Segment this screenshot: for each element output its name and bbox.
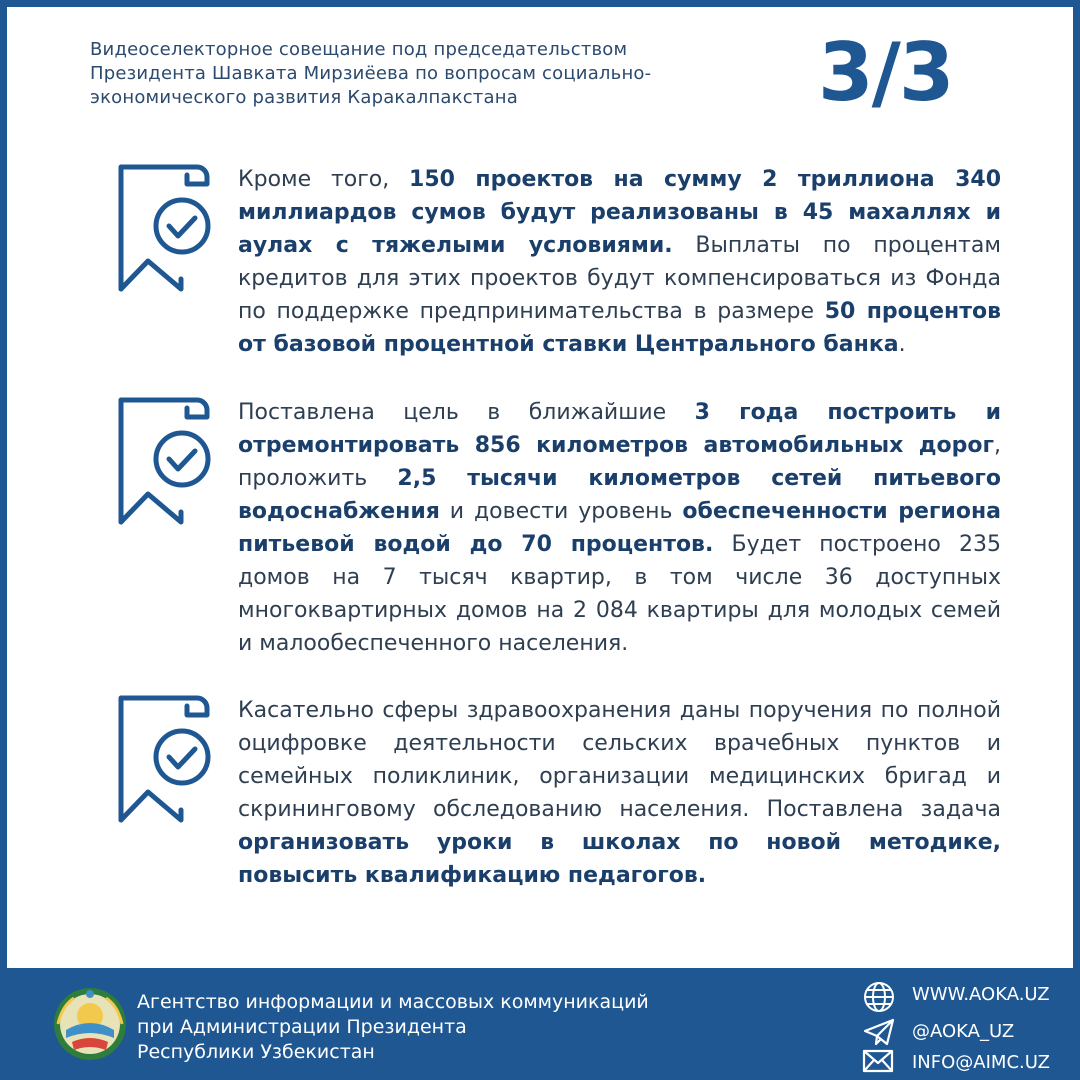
highlight-text: 50 процентов от базовой процентной ставки Центрального банка <box>238 299 1001 357</box>
footer <box>0 968 1080 1080</box>
block-text <box>238 163 1001 361</box>
body-text: и довести уровень <box>439 499 683 524</box>
body-text: , проложить <box>238 433 1001 491</box>
highlight-text: 3 года построить и отремонтировать 856 километров автомобильных дорог <box>238 400 1001 458</box>
telegram-icon <box>862 1017 896 1047</box>
contact-text: @AOKA_UZ <box>912 1021 1015 1042</box>
body-text: Касательно сферы здравоохранения даны поручения по полной оцифровке деятельности сельских врачебных пунктов и семейных поликлиник, организации медицинских бригад и скрининговому обследованию населения. Поставлена задача <box>238 698 1001 822</box>
uzbekistan-emblem-icon <box>52 986 128 1062</box>
body-text: Поставлена цель в ближайшие <box>238 400 695 425</box>
ribbon-check-icon <box>118 396 214 528</box>
header-line: Президента Шавката Мирзиёева по вопросам социально- <box>90 63 652 84</box>
agency-line: при Администрации Президента <box>137 1016 467 1038</box>
agency-line: Республики Узбекистан <box>137 1041 375 1063</box>
ribbon-check-icon <box>118 163 214 295</box>
agency-line: Агентство информации и массовых коммуникаций <box>137 991 649 1013</box>
globe-icon <box>862 980 896 1014</box>
body-text: Будет построено 235 домов на 7 тысяч квартир, в том числе 36 доступных многоквартирных домов на 2 084 квартиры для молодых семей и малообеспеченного населения. <box>238 532 1001 656</box>
agency-name <box>137 990 649 1065</box>
ribbon-check-icon <box>118 694 214 826</box>
block-text <box>238 396 1001 660</box>
mail-icon <box>862 1048 894 1074</box>
header-line: Видеоселекторное совещание под председательством <box>90 39 628 60</box>
contact-text: WWW.AOKA.UZ <box>912 984 1050 1005</box>
block-text <box>238 694 1001 892</box>
body-text: Кроме того, <box>238 167 410 192</box>
contact-text: INFO@AIMC.UZ <box>912 1052 1050 1073</box>
highlight-text: 2,5 тысячи километров сетей питьевого водоснабжения <box>238 466 1001 524</box>
highlight-text: организовать уроки в школах по новой методике, повысить квалификацию педагогов. <box>238 830 1001 888</box>
body-text: Выплаты по процентам кредитов для этих проектов будут компенсироваться из Фонда по поддержке предпринимательства в размере <box>238 233 1001 324</box>
header-line: экономического развития Каракалпакстана <box>90 87 518 108</box>
page-counter: 3/3 <box>818 26 953 119</box>
highlight-text: 150 проектов на сумму 2 триллиона 340 миллиардов сумов будут реализованы в 45 махаллях и аулах с тяжелыми условиями. <box>238 167 1002 258</box>
body-text: . <box>898 332 906 357</box>
header-title <box>90 38 730 110</box>
highlight-text: обеспеченности региона питьевой водой до 70 процентов. <box>238 499 1001 557</box>
